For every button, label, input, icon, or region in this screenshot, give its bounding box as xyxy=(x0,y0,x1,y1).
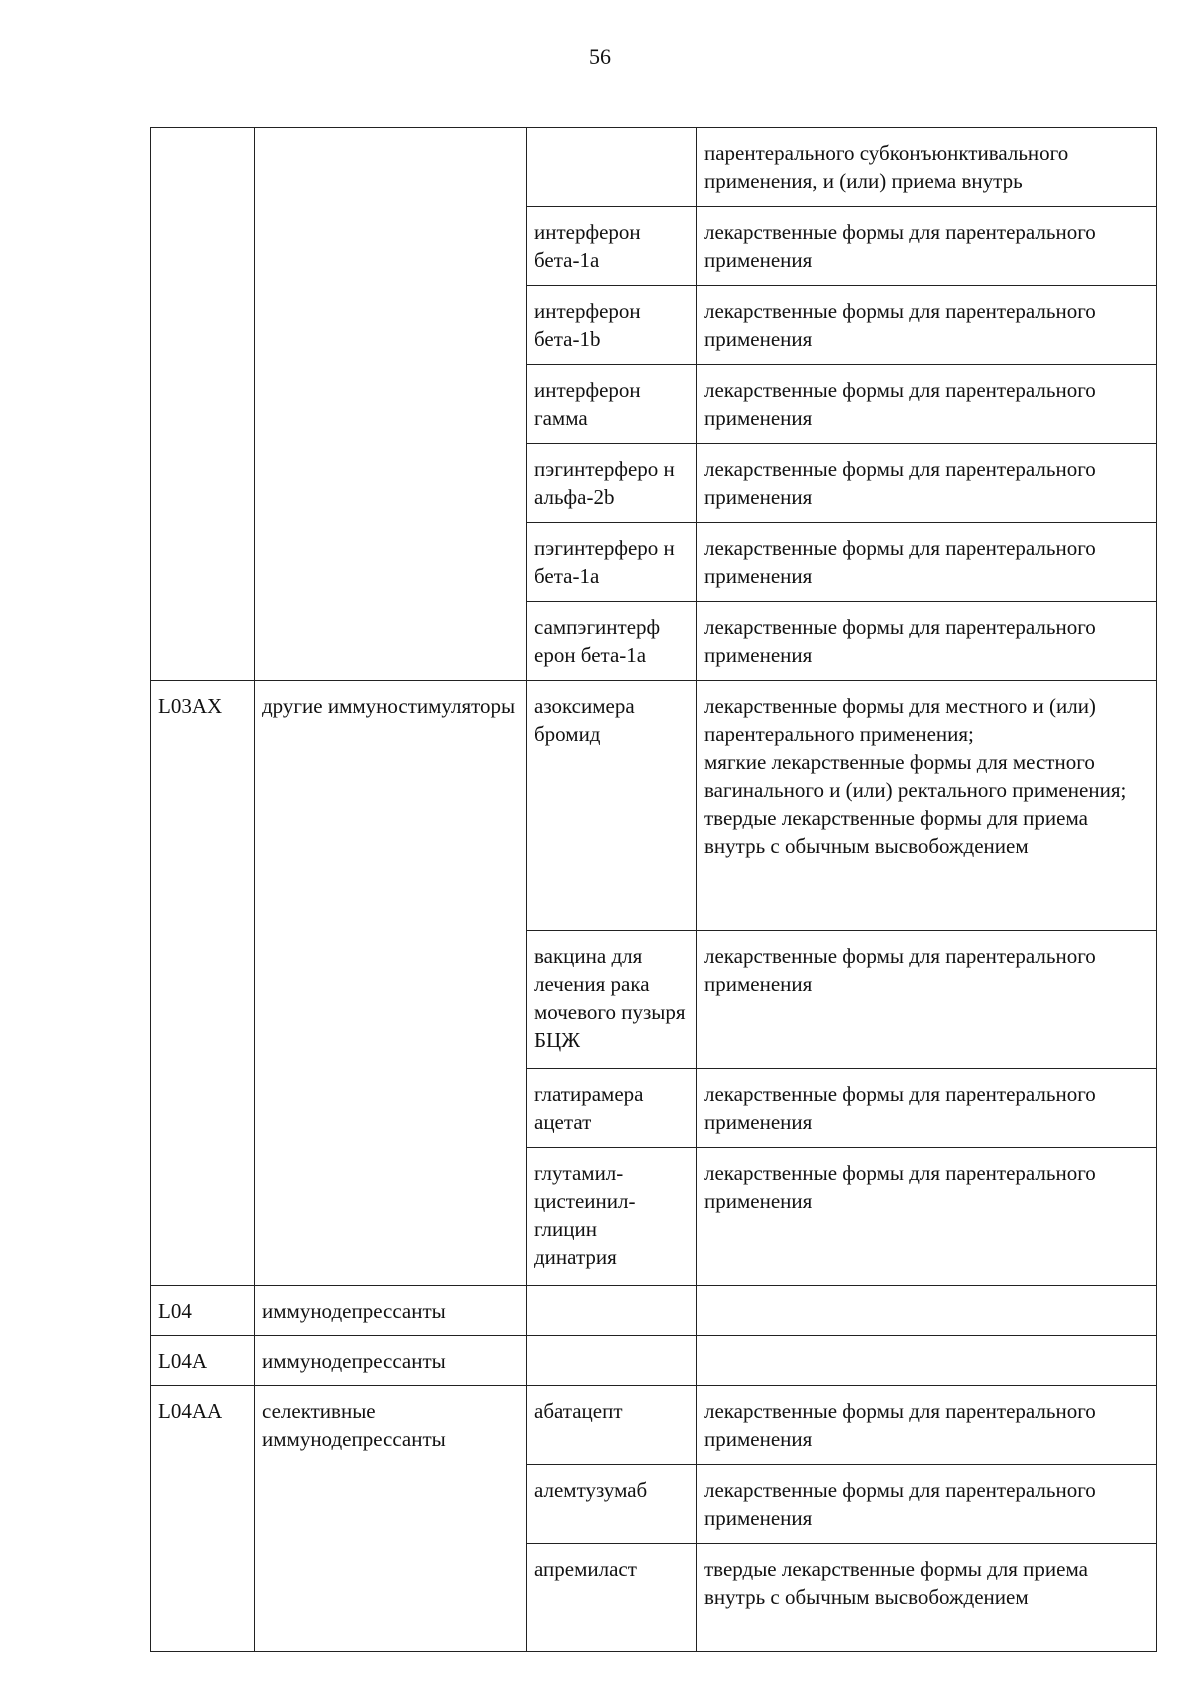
atc-code-cell xyxy=(151,128,255,681)
drug-name-cell: глутамил- цистеинил- глицин динатрия xyxy=(527,1148,697,1286)
dosage-forms-cell: лекарственные формы для парентерального применения xyxy=(697,365,1157,444)
dosage-forms-cell: лекарственные формы для парентерального применения xyxy=(697,1465,1157,1544)
drug-name-cell: апремиласт xyxy=(527,1544,697,1652)
dosage-forms-cell: лекарственные формы для парентерального применения xyxy=(697,1386,1157,1465)
drug-name-cell xyxy=(527,128,697,207)
medication-table xyxy=(150,127,1157,1652)
drug-name-cell: интерферон бета-1b xyxy=(527,286,697,365)
table-row xyxy=(151,1286,1157,1336)
group-name-cell: иммунодепрессанты xyxy=(255,1286,527,1336)
drug-name-cell xyxy=(527,1336,697,1386)
dosage-forms-cell: лекарственные формы для парентерального применения xyxy=(697,444,1157,523)
drug-name-cell xyxy=(527,1286,697,1336)
atc-code-cell: L04 xyxy=(151,1286,255,1336)
dosage-forms-cell xyxy=(697,1286,1157,1336)
dosage-forms-cell: лекарственные формы для парентерального применения xyxy=(697,1148,1157,1286)
dosage-forms-cell: лекарственные формы для парентерального применения xyxy=(697,1069,1157,1148)
dosage-forms-cell: лекарственные формы для парентерального применения xyxy=(697,523,1157,602)
page-number: 56 xyxy=(589,44,611,69)
drug-name-cell: азоксимера бромид xyxy=(527,681,697,931)
drug-name-cell: интерферон бета-1a xyxy=(527,207,697,286)
table-row xyxy=(151,681,1157,931)
table-row xyxy=(151,1336,1157,1386)
drug-name-cell: абатацепт xyxy=(527,1386,697,1465)
atc-code-cell: L04A xyxy=(151,1336,255,1386)
drug-name-cell: пэгинтерферо н альфа-2b xyxy=(527,444,697,523)
table-row xyxy=(151,128,1157,207)
dosage-forms-cell: лекарственные формы для местного и (или) парентерального применения; мягкие лекарственные формы для местного вагинального и (или) ректального применения; твердые лекарственные формы для приема внутрь с обычным высвобождением xyxy=(697,681,1157,931)
drug-name-cell: алемтузумаб xyxy=(527,1465,697,1544)
atc-code-cell: L03AX xyxy=(151,681,255,1286)
dosage-forms-cell: лекарственные формы для парентерального применения xyxy=(697,286,1157,365)
dosage-forms-cell: твердые лекарственные формы для приема внутрь с обычным высвобождением xyxy=(697,1544,1157,1652)
group-name-cell: селективные иммунодепрессанты xyxy=(255,1386,527,1652)
dosage-forms-cell: лекарственные формы для парентерального применения xyxy=(697,207,1157,286)
drug-name-cell: интерферон гамма xyxy=(527,365,697,444)
drug-name-cell: пэгинтерферо н бета-1a xyxy=(527,523,697,602)
atc-code-cell: L04AA xyxy=(151,1386,255,1652)
table-row xyxy=(151,1386,1157,1465)
dosage-forms-cell xyxy=(697,1336,1157,1386)
dosage-forms-cell: парентерального субконъюнктивального применения, и (или) приема внутрь xyxy=(697,128,1157,207)
group-name-cell: другие иммуностимуляторы xyxy=(255,681,527,1286)
drug-name-cell: глатирамера ацетат xyxy=(527,1069,697,1148)
group-name-cell: иммунодепрессанты xyxy=(255,1336,527,1386)
dosage-forms-cell: лекарственные формы для парентерального применения xyxy=(697,602,1157,681)
dosage-forms-cell: лекарственные формы для парентерального применения xyxy=(697,931,1157,1069)
drug-name-cell: сампэгинтерф ерон бета-1a xyxy=(527,602,697,681)
group-name-cell xyxy=(255,128,527,681)
drug-name-cell: вакцина для лечения рака мочевого пузыря БЦЖ xyxy=(527,931,697,1069)
